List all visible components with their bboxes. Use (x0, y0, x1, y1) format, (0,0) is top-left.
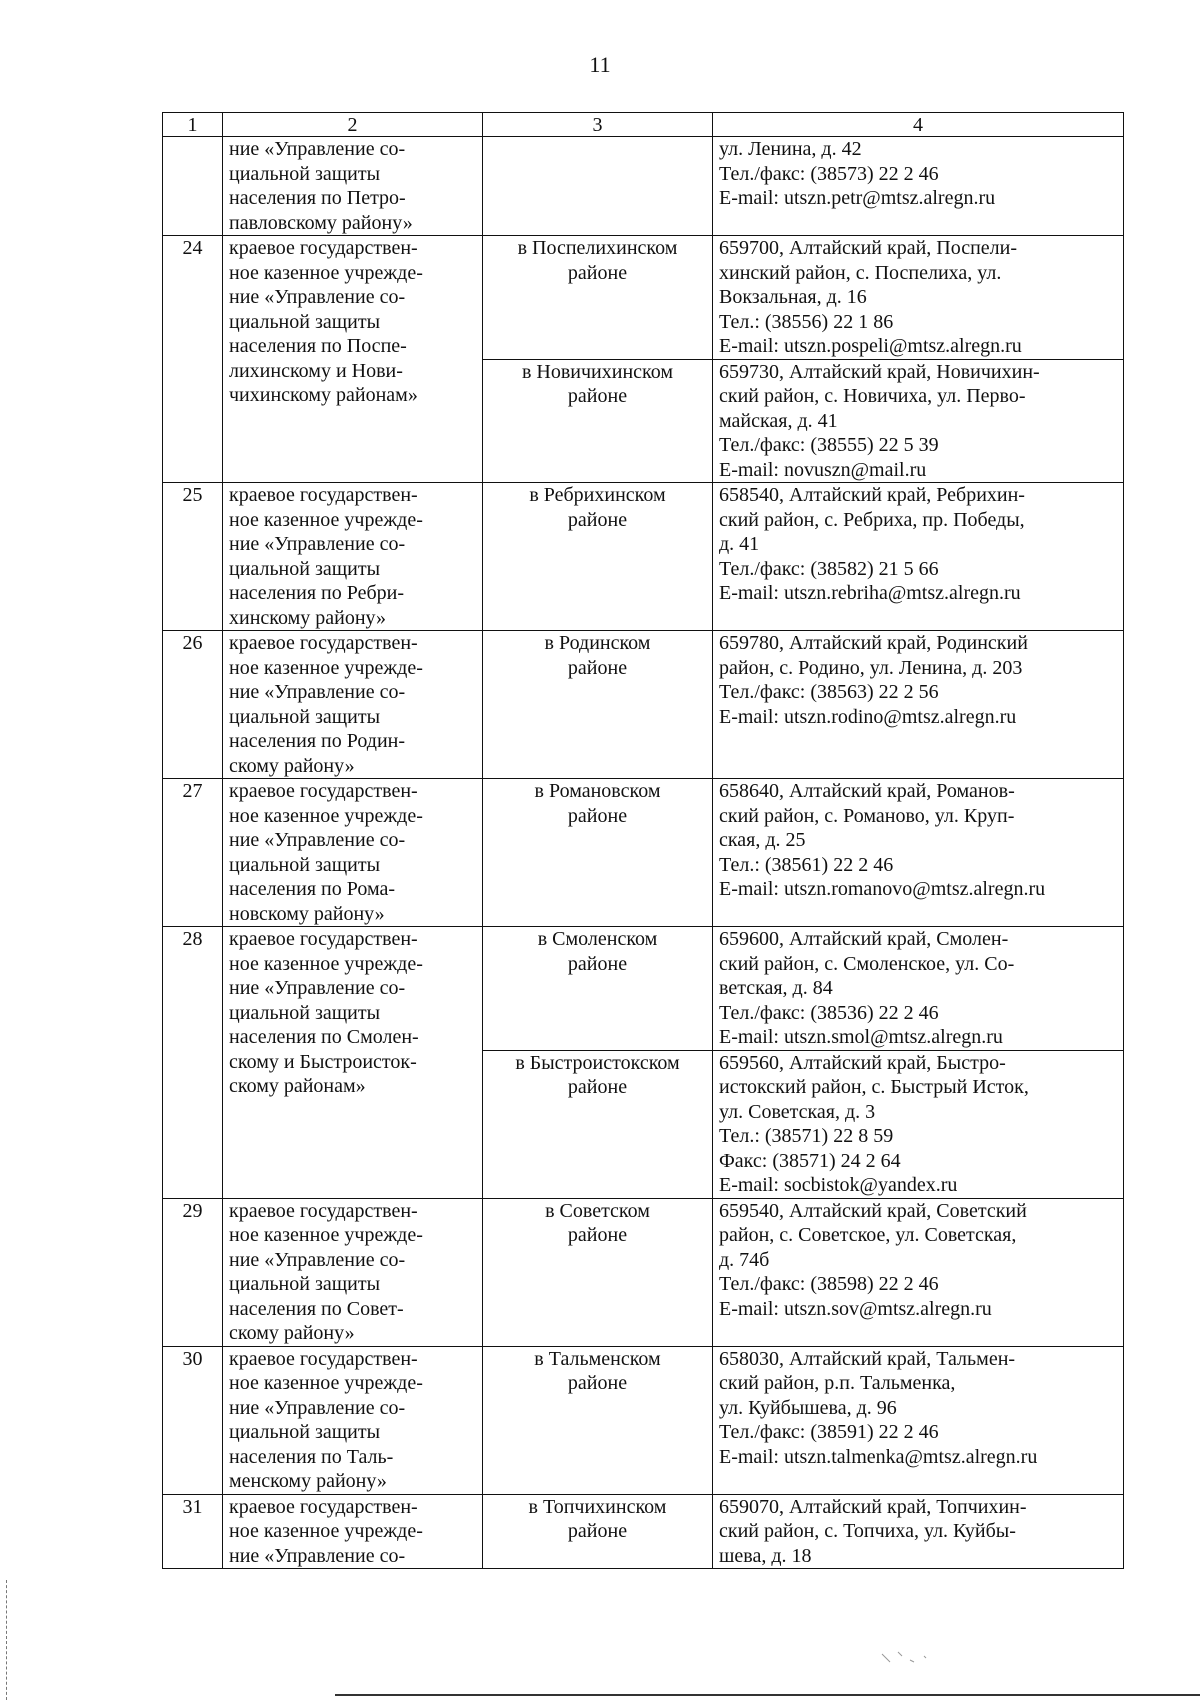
district-cell (483, 359, 713, 483)
organization-cell (223, 236, 483, 483)
address-line: 658030, Алтайский край, Тальмен- (719, 1347, 1016, 1370)
address-line: ул. Куйбышева, д. 96 (719, 1396, 897, 1419)
address-line: 659560, Алтайский край, Быстро- (719, 1051, 1006, 1074)
organization-line: ние «Управление со- (229, 286, 406, 308)
address-line: E-mail: utszn.smol@mtsz.alregn.ru (719, 1026, 1003, 1048)
address-line: E-mail: utszn.rebriha@mtsz.alregn.ru (719, 582, 1021, 604)
organization-cell (223, 779, 483, 927)
address-line: 659780, Алтайский край, Родинский (719, 632, 1028, 654)
district-line: районе (567, 1076, 628, 1098)
district-cell (483, 1494, 713, 1569)
table-row (163, 779, 1124, 927)
organization-line: ное казенное учрежде- (229, 1224, 423, 1246)
address-line: E-mail: utszn.rodino@mtsz.alregn.ru (719, 705, 1017, 728)
organization-line: циальной защиты (229, 853, 381, 876)
address-line: ский район, с. Топчиха, ул. Куйбы- (719, 1520, 1016, 1542)
scan-edge-dashes (6, 1580, 8, 1700)
organization-line: менскому району» (229, 1470, 387, 1492)
district-line: районе (567, 656, 628, 679)
address-line: 659540, Алтайский край, Советский (719, 1199, 1027, 1222)
organization-line: циальной защиты (229, 1273, 381, 1295)
address-line: 658640, Алтайский край, Романов- (719, 780, 1015, 802)
table-row (163, 1198, 1124, 1346)
address-line: E-mail: utszn.talmenka@mtsz.alregn.ru (719, 1445, 1038, 1468)
row-number: 28 (163, 927, 223, 1199)
table-row (163, 631, 1124, 779)
address-line: истокский район, с. Быстрый Исток, (719, 1076, 1029, 1098)
column-header: 2 (223, 113, 483, 137)
address-line: Тел./факс: (38598) 22 2 46 (719, 1273, 939, 1295)
table-row (163, 927, 1124, 1051)
address-line: Тел./факс: (38563) 22 2 56 (719, 681, 939, 703)
address-cell (713, 927, 1124, 1051)
address-line: д. 74б (719, 1248, 770, 1271)
organization-line: циальной защиты (229, 1001, 381, 1024)
table-row (163, 137, 1124, 236)
organization-cell (223, 1346, 483, 1494)
organization-line: циальной защиты (229, 557, 381, 580)
address-cell (713, 779, 1124, 927)
row-number: 26 (163, 631, 223, 779)
organization-line: скому районам» (229, 1075, 366, 1097)
district-line: в Смоленском (537, 928, 658, 950)
district-cell (483, 1346, 713, 1494)
district-line: в Родинском (544, 632, 651, 654)
address-cell (713, 1050, 1124, 1198)
row-number: 27 (163, 779, 223, 927)
organization-line: краевое государствен- (229, 484, 418, 506)
address-line: д. 41 (719, 533, 760, 555)
organization-line: ние «Управление со- (229, 138, 406, 160)
address-line: E-mail: utszn.pospeli@mtsz.alregn.ru (719, 335, 1022, 357)
row-number: 24 (163, 236, 223, 483)
organization-line: краевое государствен- (229, 1199, 418, 1222)
district-line: в Поспелихинском (517, 237, 678, 259)
organization-line: ние «Управление со- (229, 1248, 406, 1271)
organization-line: краевое государствен- (229, 780, 418, 802)
organization-line: краевое государствен- (229, 632, 418, 654)
organization-line: павловскому району» (229, 211, 413, 234)
organization-line: ное казенное учрежде- (229, 1520, 423, 1542)
table-row (163, 1494, 1124, 1569)
address-line: ветская, д. 84 (719, 977, 833, 999)
address-cell (713, 1346, 1124, 1494)
column-header: 3 (483, 113, 713, 137)
organization-line: новскому району» (229, 902, 385, 925)
address-line: E-mail: utszn.petr@mtsz.alregn.ru (719, 187, 996, 209)
organization-line: населения по Петро- (229, 187, 406, 209)
district-line: в Романовском (534, 780, 661, 802)
district-line: районе (567, 385, 628, 407)
address-line: ский район, с. Романово, ул. Круп- (719, 804, 1015, 827)
address-line: Тел./факс: (38573) 22 2 46 (719, 162, 939, 185)
organization-line: циальной защиты (229, 162, 381, 185)
address-line: ский район, с. Смоленское, ул. Со- (719, 952, 1015, 975)
row-number: 25 (163, 483, 223, 631)
row-number: 31 (163, 1494, 223, 1569)
organization-line: ное казенное учрежде- (229, 508, 423, 531)
organization-line: ное казенное учрежде- (229, 261, 423, 284)
organization-line: населения по Ребри- (229, 582, 405, 604)
organization-line: циальной защиты (229, 705, 381, 728)
organization-cell (223, 1494, 483, 1569)
organization-line: скому и Быстроисток- (229, 1050, 417, 1073)
organization-line: ное казенное учрежде- (229, 952, 423, 975)
district-cell (483, 927, 713, 1051)
organization-line: скому району» (229, 754, 355, 777)
district-line: районе (567, 804, 628, 827)
organization-line: ние «Управление со- (229, 681, 406, 703)
district-cell (483, 1050, 713, 1198)
organization-line: населения по Родин- (229, 730, 406, 752)
organization-line: краевое государствен- (229, 928, 418, 950)
address-line: Тел.: (38556) 22 1 86 (719, 310, 894, 333)
address-line: E-mail: socbistok@yandex.ru (719, 1174, 958, 1196)
district-cell (483, 779, 713, 927)
organization-line: ние «Управление со- (229, 1544, 406, 1567)
row-number: 29 (163, 1198, 223, 1346)
district-cell (483, 631, 713, 779)
address-line: Тел.: (38571) 22 8 59 (719, 1125, 894, 1147)
address-cell (713, 236, 1124, 360)
address-line: ская, д. 25 (719, 829, 806, 851)
district-line: в Быстроистокском (515, 1051, 680, 1074)
scan-edge-line (335, 1694, 1200, 1696)
district-cell (483, 236, 713, 360)
address-line: Тел./факс: (38582) 21 5 66 (719, 557, 939, 580)
organization-line: ное казенное учрежде- (229, 656, 423, 679)
address-line: ский район, с. Новичиха, ул. Перво- (719, 385, 1026, 407)
district-line: районе (567, 1372, 628, 1394)
organization-line: ние «Управление со- (229, 977, 406, 999)
address-line: ул. Советская, д. 3 (719, 1100, 876, 1123)
address-cell (713, 137, 1124, 236)
row-number: 30 (163, 1346, 223, 1494)
address-line: район, с. Родино, ул. Ленина, д. 203 (719, 656, 1023, 679)
column-header: 1 (163, 113, 223, 137)
address-cell (713, 1494, 1124, 1569)
district-line: в Советском (545, 1199, 650, 1222)
district-line: в Топчихинском (528, 1495, 667, 1518)
address-line: E-mail: novuszn@mail.ru (719, 458, 927, 481)
district-cell (483, 1198, 713, 1346)
organization-line: циальной защиты (229, 1421, 381, 1443)
address-line: 659730, Алтайский край, Новичихин- (719, 360, 1040, 383)
row-number (163, 137, 223, 236)
organization-line: краевое государствен- (229, 1347, 418, 1370)
organization-line: населения по Смолен- (229, 1026, 419, 1048)
address-line: шева, д. 18 (719, 1544, 812, 1567)
address-line: 659070, Алтайский край, Топчихин- (719, 1495, 1027, 1518)
district-line: районе (567, 508, 628, 531)
organization-line: населения по Таль- (229, 1445, 394, 1468)
organization-line: лихинскому и Нови- (229, 359, 403, 382)
organization-line: населения по Совет- (229, 1297, 404, 1320)
organization-line: населения по Поспе- (229, 335, 407, 357)
scan-noise-marks (880, 1650, 960, 1670)
table-body (163, 137, 1124, 1569)
column-header: 4 (713, 113, 1124, 137)
address-line: Тел./факс: (38555) 22 5 39 (719, 434, 939, 456)
address-line: Тел.: (38561) 22 2 46 (719, 853, 894, 876)
organization-line: краевое государствен- (229, 237, 418, 259)
address-line: ский район, с. Ребриха, пр. Победы, (719, 508, 1025, 531)
district-line: в Тальменском (534, 1347, 661, 1370)
organization-line: хинскому району» (229, 606, 387, 629)
address-line: 659600, Алтайский край, Смолен- (719, 928, 1009, 950)
district-line: районе (567, 1520, 628, 1542)
address-line: 658540, Алтайский край, Ребрихин- (719, 484, 1025, 506)
table-row (163, 1346, 1124, 1494)
district-line: районе (567, 261, 628, 284)
address-line: Факс: (38571) 24 2 64 (719, 1149, 901, 1172)
organization-line: циальной защиты (229, 310, 381, 333)
institutions-table (162, 112, 1124, 1569)
organization-line: ное казенное учрежде- (229, 1372, 423, 1394)
table-header-row (163, 113, 1124, 137)
organization-line: краевое государствен- (229, 1495, 418, 1518)
table-row (163, 236, 1124, 360)
organization-line: населения по Рома- (229, 878, 396, 900)
organization-line: ное казенное учрежде- (229, 804, 423, 827)
page-number: 11 (589, 52, 611, 77)
address-line: E-mail: utszn.sov@mtsz.alregn.ru (719, 1297, 992, 1320)
organization-line: ние «Управление со- (229, 829, 406, 851)
district-line: в Новичихинском (521, 360, 674, 383)
district-line: районе (567, 1224, 628, 1246)
address-line: ский район, р.п. Тальменка, (719, 1372, 956, 1394)
district-cell (483, 137, 713, 236)
address-cell (713, 1198, 1124, 1346)
organization-cell (223, 927, 483, 1199)
organization-line: ние «Управление со- (229, 1396, 406, 1419)
address-line: E-mail: utszn.romanovo@mtsz.alregn.ru (719, 878, 1046, 900)
address-line: ул. Ленина, д. 42 (719, 138, 862, 160)
district-cell (483, 483, 713, 631)
organization-cell (223, 483, 483, 631)
address-line: Вокзальная, д. 16 (719, 286, 867, 308)
organization-line: скому району» (229, 1322, 355, 1344)
organization-cell (223, 137, 483, 236)
address-line: Тел./факс: (38591) 22 2 46 (719, 1421, 939, 1443)
organization-line: чихинскому районам» (229, 384, 418, 406)
district-line: в Ребрихинском (529, 484, 666, 506)
address-cell (713, 359, 1124, 483)
address-line: Тел./факс: (38536) 22 2 46 (719, 1001, 939, 1024)
organization-cell (223, 1198, 483, 1346)
address-line: майская, д. 41 (719, 409, 838, 432)
address-line: хинский район, с. Поспелиха, ул. (719, 261, 1002, 284)
organization-line: ние «Управление со- (229, 533, 406, 555)
address-line: 659700, Алтайский край, Поспели- (719, 237, 1018, 259)
address-line: район, с. Советское, ул. Советская, (719, 1224, 1017, 1246)
address-cell (713, 631, 1124, 779)
district-line: районе (567, 952, 628, 975)
address-cell (713, 483, 1124, 631)
table-row (163, 483, 1124, 631)
organization-cell (223, 631, 483, 779)
